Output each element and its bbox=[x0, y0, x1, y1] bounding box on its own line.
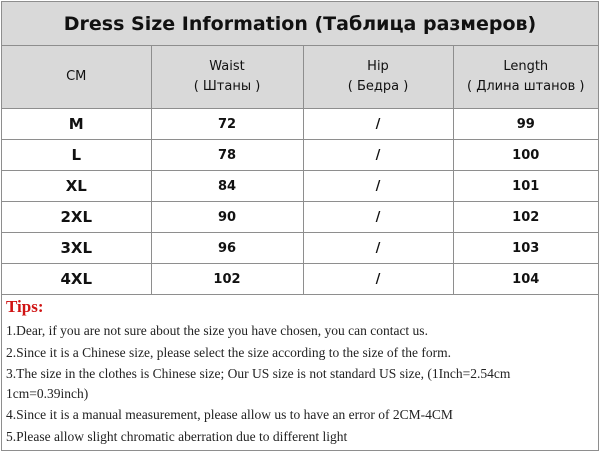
length-cell: 100 bbox=[453, 140, 598, 171]
waist-cell: 102 bbox=[151, 264, 303, 295]
tip-line: 2.Since it is a Chinese size, please select the size according to the size of the form. bbox=[6, 345, 451, 360]
tips-title: Tips: bbox=[6, 297, 44, 316]
header-cm bbox=[2, 46, 151, 109]
table-row bbox=[2, 233, 598, 264]
length-cell: 103 bbox=[453, 233, 598, 264]
tip-line: 1cm=0.39inch) bbox=[6, 386, 89, 401]
header-waist-ru: ( Штаны ) bbox=[193, 79, 261, 94]
hip-cell: / bbox=[303, 233, 453, 264]
chart-title: Dress Size Information (Таблица размеров) bbox=[2, 2, 598, 46]
size-cell: 3XL bbox=[2, 233, 151, 264]
header-length-label: Length bbox=[503, 59, 549, 74]
size-cell: L bbox=[2, 140, 151, 171]
hip-cell: / bbox=[303, 140, 453, 171]
tip-line: 4.Since it is a manual measurement, please allow us to have an error of 2CM-4CM bbox=[6, 407, 453, 422]
length-cell: 104 bbox=[453, 264, 598, 295]
length-cell: 99 bbox=[453, 109, 598, 140]
table-row bbox=[2, 109, 598, 140]
header-waist bbox=[151, 46, 303, 109]
size-cell: 2XL bbox=[2, 202, 151, 233]
table-row bbox=[2, 264, 598, 295]
hip-cell: / bbox=[303, 202, 453, 233]
table-row bbox=[2, 202, 598, 233]
waist-cell: 90 bbox=[151, 202, 303, 233]
table-header-row bbox=[2, 46, 598, 109]
header-hip bbox=[303, 46, 453, 109]
length-cell: 101 bbox=[453, 171, 598, 202]
header-hip-label: Hip bbox=[367, 59, 389, 74]
header-waist-label: Waist bbox=[209, 59, 245, 74]
header-length bbox=[453, 46, 598, 109]
tip-line: 1.Dear, if you are not sure about the size you have chosen, you can contact us. bbox=[6, 323, 428, 338]
waist-cell: 84 bbox=[151, 171, 303, 202]
header-hip-ru: ( Бедра ) bbox=[347, 79, 409, 94]
header-length-ru: ( Длина штанов ) bbox=[467, 79, 585, 94]
hip-cell: / bbox=[303, 171, 453, 202]
hip-cell: / bbox=[303, 264, 453, 295]
waist-cell: 72 bbox=[151, 109, 303, 140]
hip-cell: / bbox=[303, 109, 453, 140]
size-cell: 4XL bbox=[2, 264, 151, 295]
header-cm-label: CM bbox=[66, 69, 87, 84]
waist-cell: 96 bbox=[151, 233, 303, 264]
table-row bbox=[2, 140, 598, 171]
size-cell: XL bbox=[2, 171, 151, 202]
size-cell: M bbox=[2, 109, 151, 140]
tip-line: 5.Please allow slight chromatic aberration due to different light bbox=[6, 429, 348, 444]
tip-line: 3.The size in the clothes is Chinese size; Our US size is not standard US size, (1Inch=2.54cm bbox=[6, 366, 511, 381]
size-chart bbox=[1, 1, 599, 451]
waist-cell: 78 bbox=[151, 140, 303, 171]
size-table bbox=[2, 46, 598, 295]
tips-section bbox=[2, 294, 598, 450]
table-row bbox=[2, 171, 598, 202]
length-cell: 102 bbox=[453, 202, 598, 233]
